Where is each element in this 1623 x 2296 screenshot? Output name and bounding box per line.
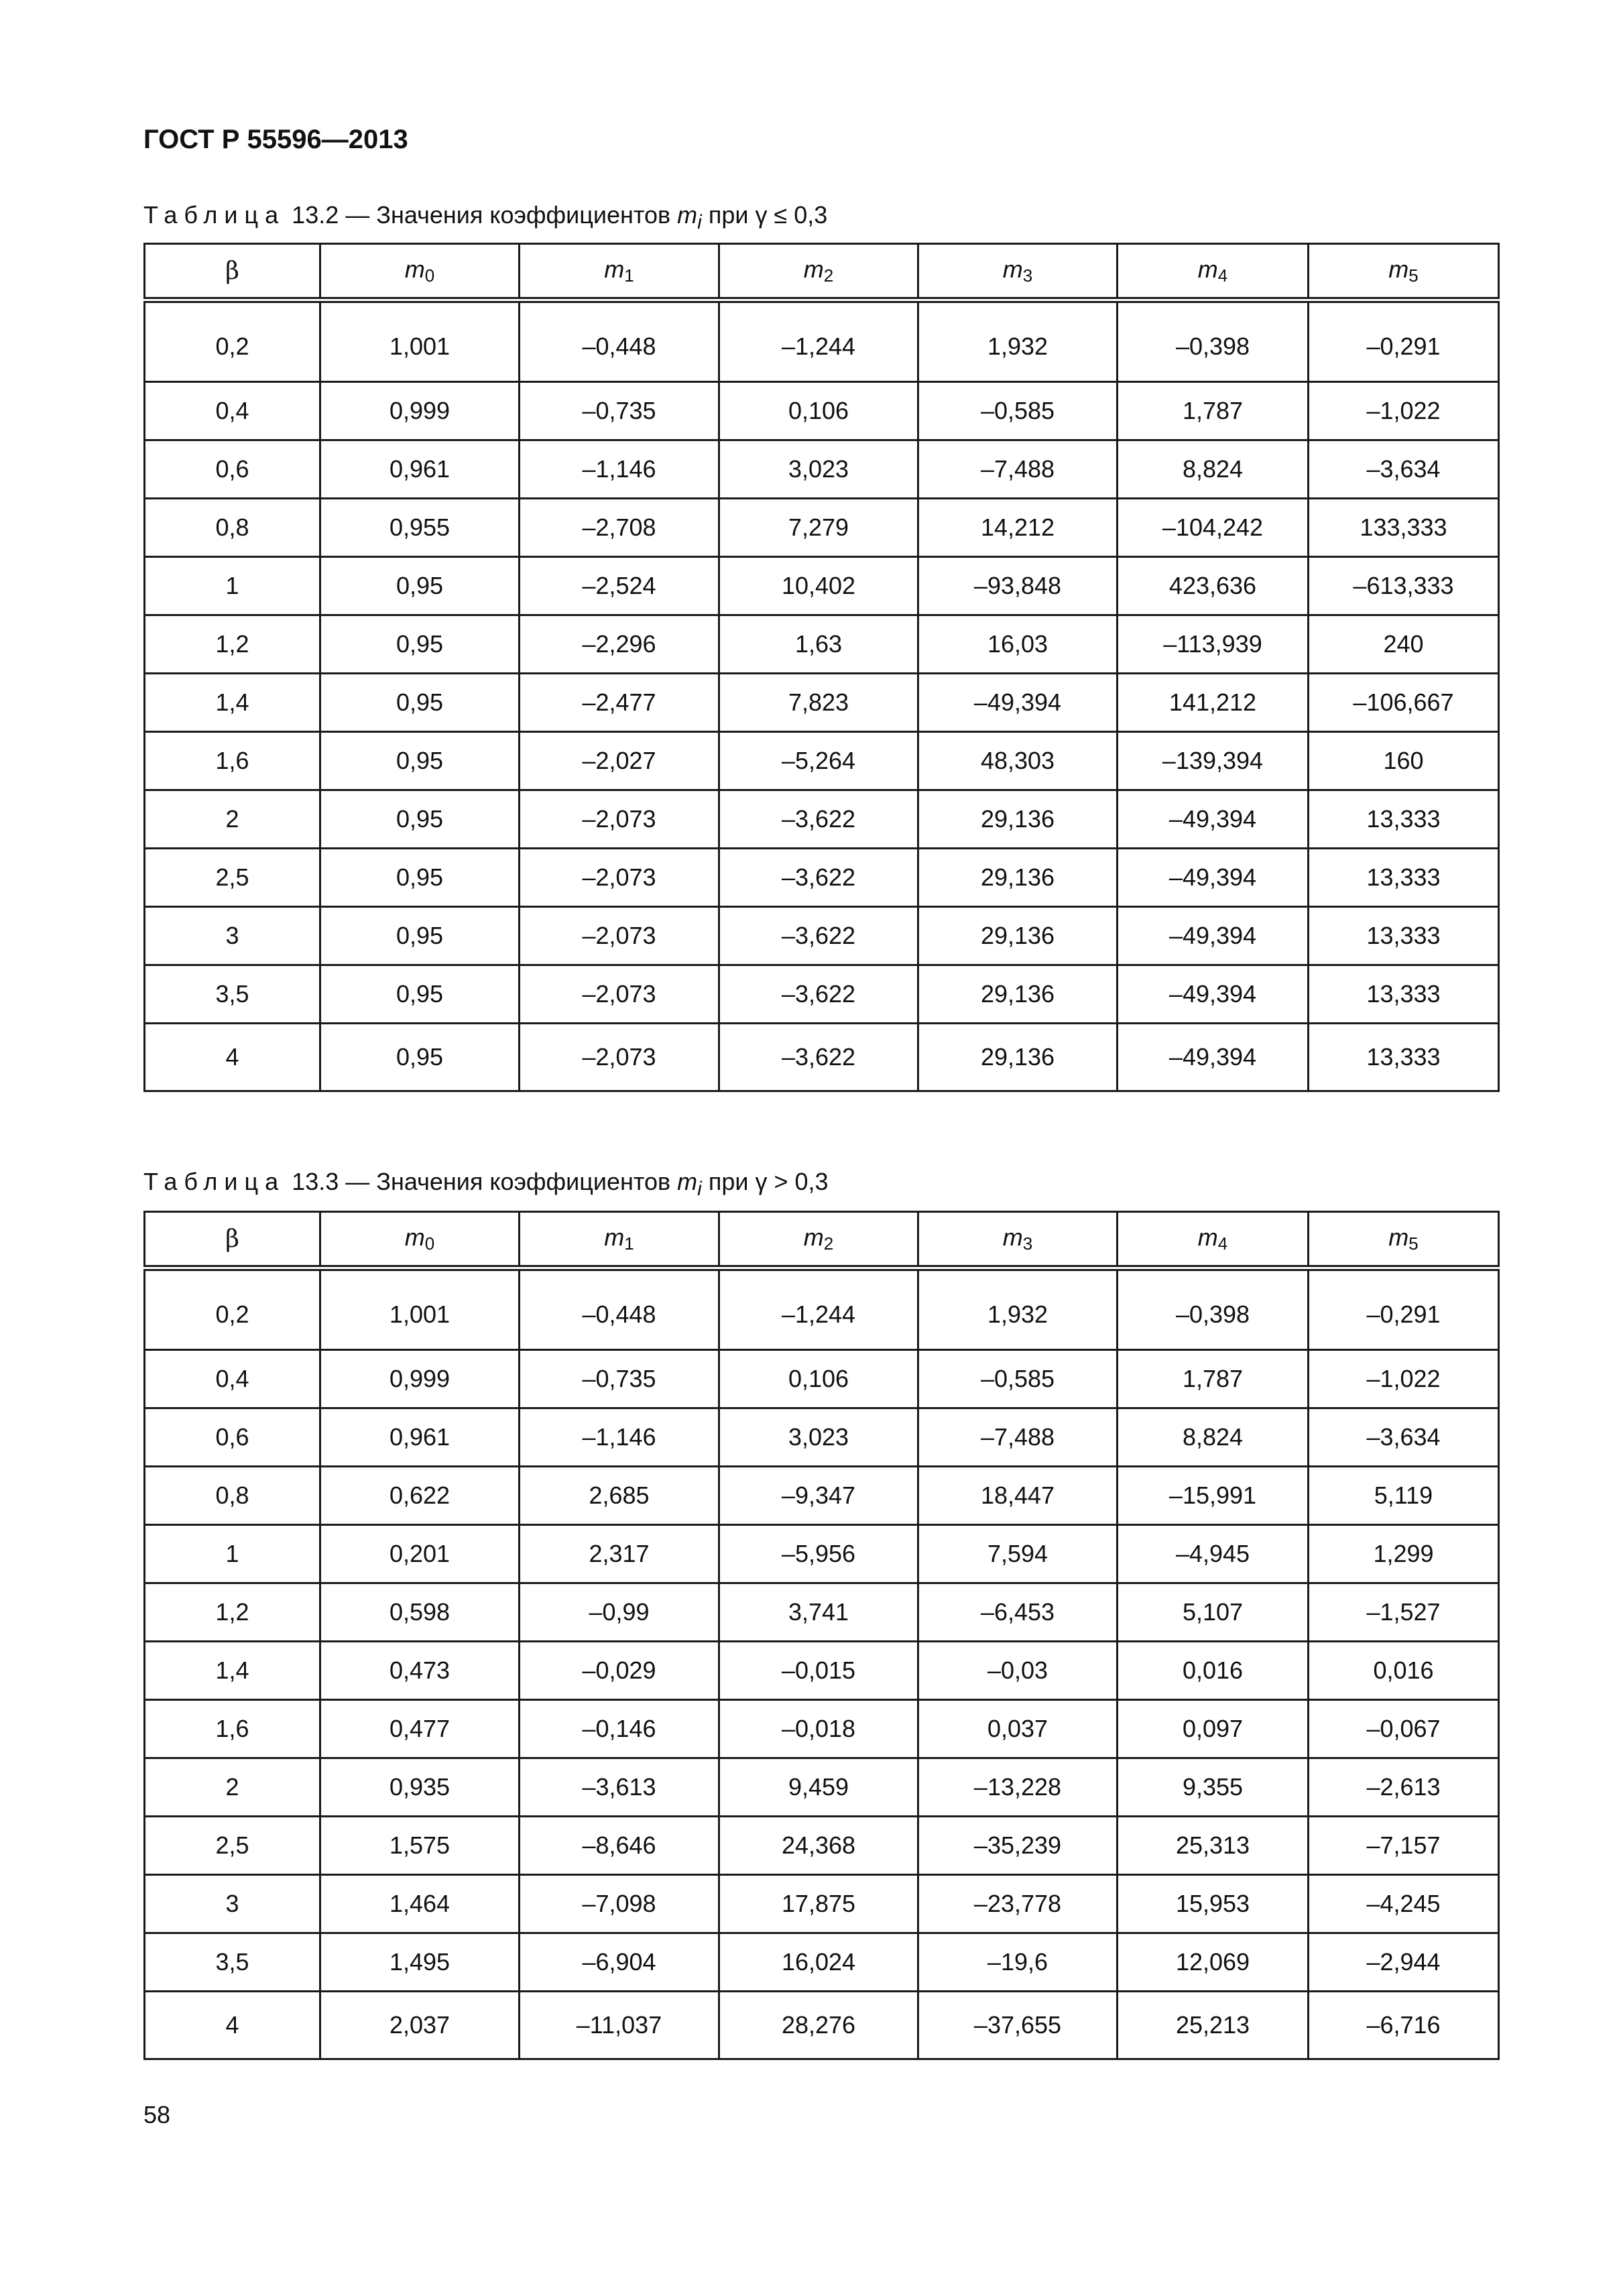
cell-m5: –106,667: [1309, 674, 1499, 732]
cell-m2: 1,63: [719, 615, 918, 674]
cell-m1: –2,477: [520, 674, 719, 732]
cell-m2: 7,279: [719, 499, 918, 557]
cell-m4: 8,824: [1118, 1408, 1309, 1467]
cell-m5: 240: [1309, 615, 1499, 674]
cell-m5: 13,333: [1309, 965, 1499, 1024]
cell-m1: –2,296: [520, 615, 719, 674]
column-header-beta: β: [145, 1212, 320, 1268]
cell-m1: 2,685: [520, 1467, 719, 1525]
caption-number: 13.2: [292, 201, 339, 229]
cell-m2: 16,024: [719, 1933, 918, 1992]
cell-m4: 8,824: [1118, 440, 1309, 499]
table-row: [145, 1700, 1499, 1758]
column-header-m0: $m_0$: [320, 244, 520, 300]
cell-m3: –6,453: [918, 1583, 1118, 1642]
cell-m5: –2,944: [1309, 1933, 1499, 1992]
column-header-m4: $m_4$: [1118, 1212, 1309, 1268]
cell-m4: –49,394: [1118, 790, 1309, 849]
cell-m4: 15,953: [1118, 1875, 1309, 1933]
cell-m0: 0,201: [320, 1525, 520, 1583]
cell-m0: 0,961: [320, 1408, 520, 1467]
cell-m3: –23,778: [918, 1875, 1118, 1933]
cell-m5: 13,333: [1309, 849, 1499, 907]
caption-condition: при γ ≤ 0,3: [708, 201, 828, 229]
cell-beta: 0,2: [145, 300, 320, 382]
caption-var: $m_i$: [677, 1168, 702, 1201]
cell-m0: 0,95: [320, 615, 520, 674]
cell-m4: 1,787: [1118, 1350, 1309, 1408]
cell-m4: –49,394: [1118, 907, 1309, 965]
table-row: [145, 1992, 1499, 2059]
table-row: [145, 382, 1499, 440]
cell-m4: 423,636: [1118, 557, 1309, 615]
cell-m0: 0,95: [320, 557, 520, 615]
cell-m2: 7,823: [719, 674, 918, 732]
cell-m1: –0,029: [520, 1642, 719, 1700]
table-row: [145, 1525, 1499, 1583]
cell-m5: –1,527: [1309, 1583, 1499, 1642]
cell-m0: 0,473: [320, 1642, 520, 1700]
cell-m2: –3,622: [719, 965, 918, 1024]
column-header-m5: $m_5$: [1309, 1212, 1499, 1268]
cell-m4: –139,394: [1118, 732, 1309, 790]
cell-m4: 25,313: [1118, 1817, 1309, 1875]
cell-beta: 1,4: [145, 674, 320, 732]
cell-m0: 0,477: [320, 1700, 520, 1758]
cell-m2: –1,244: [719, 300, 918, 382]
caption-number: 13.3: [292, 1168, 339, 1195]
cell-m0: 1,464: [320, 1875, 520, 1933]
cell-m1: –6,904: [520, 1933, 719, 1992]
table-row: [145, 1758, 1499, 1817]
cell-m0: 1,495: [320, 1933, 520, 1992]
cell-m0: 1,001: [320, 1268, 520, 1350]
cell-m2: 0,106: [719, 1350, 918, 1408]
cell-m4: 1,787: [1118, 382, 1309, 440]
cell-m2: –3,622: [719, 790, 918, 849]
cell-m0: 0,955: [320, 499, 520, 557]
cell-m5: 0,016: [1309, 1642, 1499, 1700]
table-row: [145, 1467, 1499, 1525]
cell-beta: 0,4: [145, 1350, 320, 1408]
cell-m4: 0,016: [1118, 1642, 1309, 1700]
cell-beta: 2,5: [145, 1817, 320, 1875]
table-row: [145, 615, 1499, 674]
cell-m4: –4,945: [1118, 1525, 1309, 1583]
cell-m5: 5,119: [1309, 1467, 1499, 1525]
cell-m5: 13,333: [1309, 907, 1499, 965]
table-row: [145, 965, 1499, 1024]
cell-m2: 28,276: [719, 1992, 918, 2059]
table-13-3-caption: [143, 1168, 829, 1201]
page-number: 58: [143, 2101, 171, 2128]
cell-m5: –0,291: [1309, 1268, 1499, 1350]
cell-m0: 2,037: [320, 1992, 520, 2059]
cell-m1: –2,524: [520, 557, 719, 615]
table-row: [145, 300, 1499, 382]
cell-beta: 4: [145, 1024, 320, 1091]
cell-beta: 3,5: [145, 965, 320, 1024]
caption-word: Таблица: [143, 1168, 286, 1195]
cell-m3: 29,136: [918, 965, 1118, 1024]
cell-m1: –2,073: [520, 965, 719, 1024]
cell-beta: 0,4: [145, 382, 320, 440]
cell-beta: 1: [145, 1525, 320, 1583]
table-row: [145, 1408, 1499, 1467]
table-header-row: [145, 1212, 1499, 1268]
cell-m3: 29,136: [918, 907, 1118, 965]
cell-m4: –0,398: [1118, 1268, 1309, 1350]
cell-m5: –0,291: [1309, 300, 1499, 382]
cell-m5: –4,245: [1309, 1875, 1499, 1933]
column-header-m3: $m_3$: [918, 1212, 1118, 1268]
cell-m0: 0,95: [320, 1024, 520, 1091]
table-row: [145, 1933, 1499, 1992]
cell-beta: 1,2: [145, 615, 320, 674]
cell-m0: 0,95: [320, 907, 520, 965]
cell-m3: 29,136: [918, 1024, 1118, 1091]
table-row: [145, 907, 1499, 965]
table-row: [145, 557, 1499, 615]
column-header-m2: $m_2$: [719, 1212, 918, 1268]
cell-m4: –113,939: [1118, 615, 1309, 674]
cell-m4: –15,991: [1118, 1467, 1309, 1525]
cell-m3: –13,228: [918, 1758, 1118, 1817]
table-row: [145, 1350, 1499, 1408]
table-row: [145, 440, 1499, 499]
cell-m3: –7,488: [918, 1408, 1118, 1467]
cell-m2: –5,956: [719, 1525, 918, 1583]
cell-m5: –2,613: [1309, 1758, 1499, 1817]
cell-m2: 24,368: [719, 1817, 918, 1875]
cell-m2: 9,459: [719, 1758, 918, 1817]
cell-beta: 2: [145, 790, 320, 849]
cell-m1: –2,073: [520, 849, 719, 907]
column-header-m2: $m_2$: [719, 244, 918, 300]
cell-m3: 14,212: [918, 499, 1118, 557]
table-row: [145, 1875, 1499, 1933]
cell-m1: –8,646: [520, 1817, 719, 1875]
cell-m3: –37,655: [918, 1992, 1118, 2059]
cell-m4: 9,355: [1118, 1758, 1309, 1817]
cell-m0: 1,001: [320, 300, 520, 382]
cell-beta: 4: [145, 1992, 320, 2059]
table-row: [145, 499, 1499, 557]
table-row: [145, 1642, 1499, 1700]
cell-m3: 48,303: [918, 732, 1118, 790]
cell-m5: 1,299: [1309, 1525, 1499, 1583]
caption-text: — Значения коэффициентов: [345, 201, 671, 229]
cell-m5: –7,157: [1309, 1817, 1499, 1875]
cell-m2: 3,741: [719, 1583, 918, 1642]
cell-m4: 25,213: [1118, 1992, 1309, 2059]
table-row: [145, 849, 1499, 907]
cell-m1: –1,146: [520, 440, 719, 499]
table-13-2-caption: [143, 201, 827, 234]
cell-m4: –49,394: [1118, 1024, 1309, 1091]
cell-m2: –3,622: [719, 1024, 918, 1091]
cell-m5: 133,333: [1309, 499, 1499, 557]
cell-m2: –5,264: [719, 732, 918, 790]
column-header-m0: $m_0$: [320, 1212, 520, 1268]
cell-m5: 13,333: [1309, 1024, 1499, 1091]
cell-m1: –1,146: [520, 1408, 719, 1467]
cell-m4: 0,097: [1118, 1700, 1309, 1758]
cell-m1: –2,073: [520, 790, 719, 849]
cell-m5: –6,716: [1309, 1992, 1499, 2059]
cell-m4: –49,394: [1118, 849, 1309, 907]
cell-m1: –0,99: [520, 1583, 719, 1642]
cell-m5: 160: [1309, 732, 1499, 790]
column-header-m4: $m_4$: [1118, 244, 1309, 300]
cell-m4: 5,107: [1118, 1583, 1309, 1642]
cell-m2: –1,244: [719, 1268, 918, 1350]
table-header-row: [145, 244, 1499, 300]
cell-beta: 3,5: [145, 1933, 320, 1992]
column-header-m1: $m_1$: [520, 244, 719, 300]
cell-m0: 0,95: [320, 674, 520, 732]
table-13-3: [143, 1211, 1500, 2060]
table-row: [145, 1583, 1499, 1642]
cell-m3: –35,239: [918, 1817, 1118, 1875]
cell-beta: 3: [145, 907, 320, 965]
caption-var: $m_i$: [677, 201, 702, 234]
column-header-beta: β: [145, 244, 320, 300]
cell-m5: 13,333: [1309, 790, 1499, 849]
cell-beta: 1,6: [145, 1700, 320, 1758]
document-header: ГОСТ Р 55596—2013: [143, 125, 408, 154]
cell-m1: –11,037: [520, 1992, 719, 2059]
cell-m4: 12,069: [1118, 1933, 1309, 1992]
cell-m2: 3,023: [719, 1408, 918, 1467]
cell-m3: 18,447: [918, 1467, 1118, 1525]
cell-m2: –9,347: [719, 1467, 918, 1525]
table-row: [145, 1268, 1499, 1350]
cell-m2: –0,015: [719, 1642, 918, 1700]
cell-beta: 2,5: [145, 849, 320, 907]
cell-m3: 16,03: [918, 615, 1118, 674]
cell-m1: –0,735: [520, 1350, 719, 1408]
cell-m3: 0,037: [918, 1700, 1118, 1758]
cell-m1: –2,708: [520, 499, 719, 557]
cell-beta: 0,6: [145, 440, 320, 499]
column-header-m5: $m_5$: [1309, 244, 1499, 300]
cell-beta: 1,4: [145, 1642, 320, 1700]
cell-beta: 1: [145, 557, 320, 615]
cell-m5: –1,022: [1309, 382, 1499, 440]
table-row: [145, 1817, 1499, 1875]
cell-m3: –0,585: [918, 382, 1118, 440]
cell-m2: 10,402: [719, 557, 918, 615]
cell-m2: 0,106: [719, 382, 918, 440]
cell-m0: 0,935: [320, 1758, 520, 1817]
cell-m2: 3,023: [719, 440, 918, 499]
cell-m0: 0,95: [320, 790, 520, 849]
cell-m1: –2,073: [520, 1024, 719, 1091]
cell-m4: –104,242: [1118, 499, 1309, 557]
cell-m1: –3,613: [520, 1758, 719, 1817]
cell-m0: 0,95: [320, 732, 520, 790]
cell-m3: 7,594: [918, 1525, 1118, 1583]
cell-m5: –3,634: [1309, 440, 1499, 499]
cell-beta: 0,8: [145, 499, 320, 557]
cell-m3: –93,848: [918, 557, 1118, 615]
caption-condition: при γ > 0,3: [708, 1168, 829, 1195]
cell-beta: 1,2: [145, 1583, 320, 1642]
cell-m1: –2,073: [520, 907, 719, 965]
cell-m1: –0,448: [520, 1268, 719, 1350]
cell-m0: 0,95: [320, 849, 520, 907]
cell-m3: 1,932: [918, 1268, 1118, 1350]
cell-m0: 1,575: [320, 1817, 520, 1875]
cell-m3: –0,03: [918, 1642, 1118, 1700]
cell-m4: 141,212: [1118, 674, 1309, 732]
cell-beta: 1,6: [145, 732, 320, 790]
cell-m1: –0,448: [520, 300, 719, 382]
cell-m1: –2,027: [520, 732, 719, 790]
cell-m5: –613,333: [1309, 557, 1499, 615]
cell-m5: –0,067: [1309, 1700, 1499, 1758]
cell-m3: 29,136: [918, 790, 1118, 849]
cell-m2: 17,875: [719, 1875, 918, 1933]
cell-m4: –0,398: [1118, 300, 1309, 382]
cell-m2: –3,622: [719, 907, 918, 965]
cell-beta: 2: [145, 1758, 320, 1817]
cell-m3: 1,932: [918, 300, 1118, 382]
caption-word: Таблица: [143, 201, 286, 229]
cell-m0: 0,95: [320, 965, 520, 1024]
table-row: [145, 674, 1499, 732]
cell-m1: –7,098: [520, 1875, 719, 1933]
cell-m0: 0,999: [320, 1350, 520, 1408]
cell-beta: 0,6: [145, 1408, 320, 1467]
cell-m0: 0,598: [320, 1583, 520, 1642]
table-13-2: [143, 243, 1500, 1092]
cell-m3: 29,136: [918, 849, 1118, 907]
column-header-m3: $m_3$: [918, 244, 1118, 300]
cell-m1: –0,146: [520, 1700, 719, 1758]
cell-m3: –49,394: [918, 674, 1118, 732]
cell-m1: 2,317: [520, 1525, 719, 1583]
table-row: [145, 1024, 1499, 1091]
cell-beta: 0,8: [145, 1467, 320, 1525]
cell-m2: –3,622: [719, 849, 918, 907]
cell-m0: 0,999: [320, 382, 520, 440]
cell-beta: 0,2: [145, 1268, 320, 1350]
cell-m5: –1,022: [1309, 1350, 1499, 1408]
cell-m2: –0,018: [719, 1700, 918, 1758]
table-row: [145, 790, 1499, 849]
column-header-m1: $m_1$: [520, 1212, 719, 1268]
cell-beta: 3: [145, 1875, 320, 1933]
table-row: [145, 732, 1499, 790]
cell-m5: –3,634: [1309, 1408, 1499, 1467]
cell-m1: –0,735: [520, 382, 719, 440]
cell-m3: –0,585: [918, 1350, 1118, 1408]
cell-m4: –49,394: [1118, 965, 1309, 1024]
cell-m3: –7,488: [918, 440, 1118, 499]
cell-m3: –19,6: [918, 1933, 1118, 1992]
caption-text: — Значения коэффициентов: [345, 1168, 671, 1195]
cell-m0: 0,622: [320, 1467, 520, 1525]
cell-m0: 0,961: [320, 440, 520, 499]
